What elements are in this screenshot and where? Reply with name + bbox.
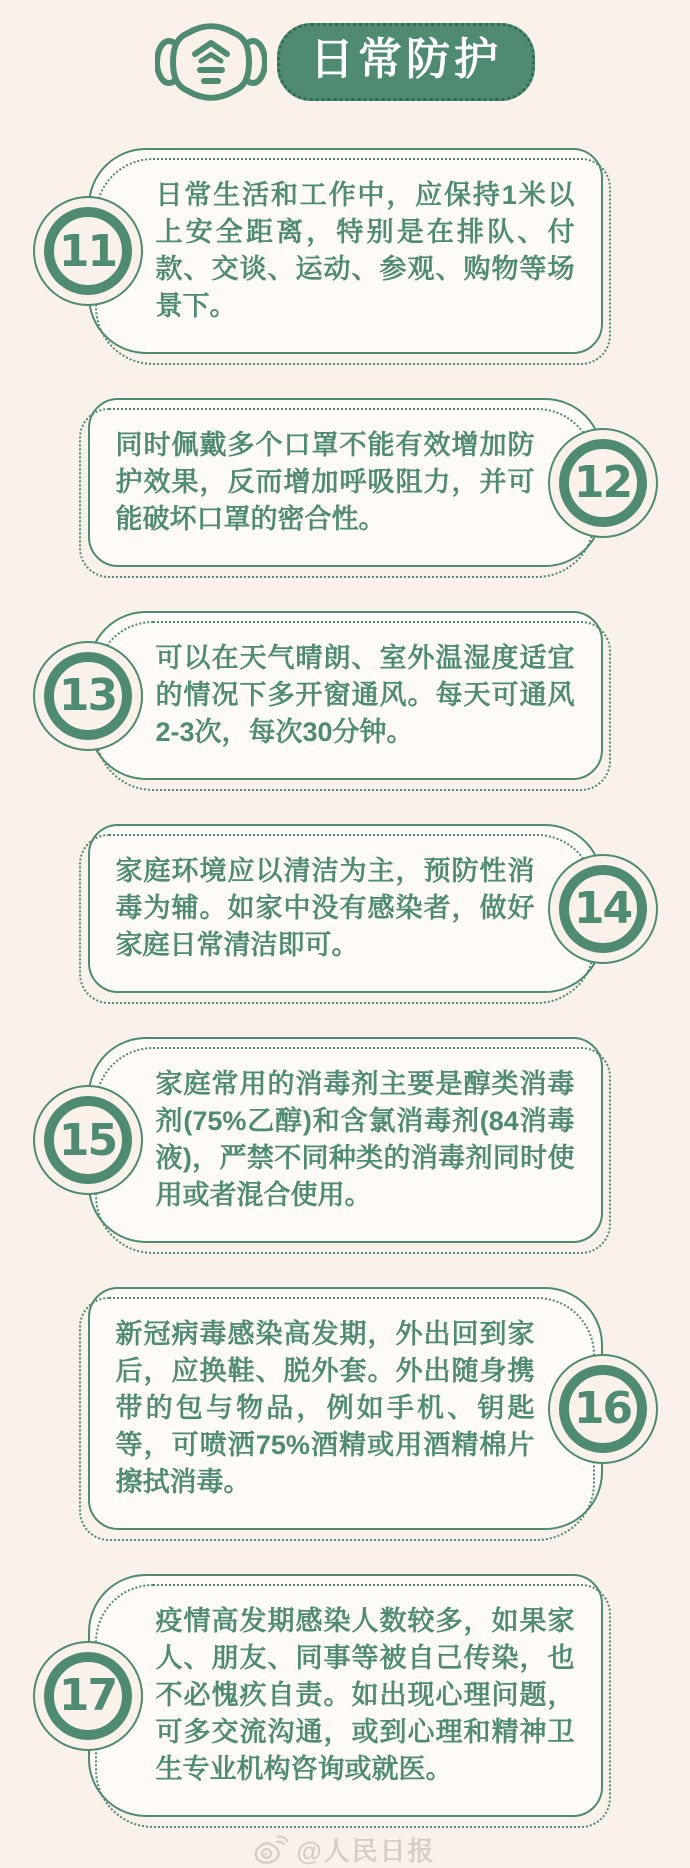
tip-number: 13	[58, 670, 117, 721]
tip-number: 16	[573, 1383, 632, 1434]
tip-number-ring	[44, 1096, 132, 1184]
tip-card	[88, 824, 632, 993]
tip-text: 可以在天气晴朗、室外温湿度适宜的情况下多开窗通风。每天可通风2-3次，每次30分钟。	[155, 643, 575, 747]
tip-text: 新冠病毒感染高发期，外出回到家后，应换鞋、脱外套。外出随身携带的包与物品，例如手机、钥匙等，可喷洒75%酒精或用酒精棉片擦拭消毒。	[115, 1319, 535, 1497]
header	[0, 16, 690, 108]
footer	[0, 1831, 690, 1868]
tip-number-ring	[44, 1652, 132, 1740]
tip-number-badge	[33, 1641, 143, 1751]
tip-card	[58, 148, 603, 354]
tip-text: 家庭环境应以清洁为主，预防性消毒为辅。如家中没有感染者，做好家庭日常清洁即可。	[115, 856, 535, 960]
credit-text: @人民日报	[296, 1836, 436, 1866]
tip-text: 日常生活和工作中，应保持1米以上安全距离，特别是在排队、付款、交谈、运动、参观、购物等场景下。	[155, 180, 575, 321]
page-title: 日常防护	[277, 23, 535, 101]
tip-text: 家庭常用的消毒剂主要是醇类消毒剂(75%乙醇)和含氯消毒剂(84消毒液)，严禁不同种类的消毒剂同时使用或者混合使用。	[155, 1069, 575, 1210]
tip-number-badge	[33, 196, 143, 306]
weibo-icon	[254, 1835, 288, 1865]
tip-card	[58, 1037, 603, 1243]
tip-number: 11	[58, 225, 117, 277]
tip-card	[88, 398, 632, 567]
tip-number-ring	[44, 207, 132, 295]
tip-number-badge	[548, 854, 658, 964]
tip-number-ring	[559, 865, 647, 953]
tip-text: 同时佩戴多个口罩不能有效增加防护效果，反而增加呼吸阻力，并可能破坏口罩的密合性。	[115, 430, 535, 534]
tip-number-ring	[44, 652, 132, 740]
tip-card	[88, 1287, 632, 1530]
tip-text: 疫情高发期感染人数较多，如果家人、朋友、同事等被自己传染，也不必愧疚自责。如出现心理问题，可多交流沟通，或到心理和精神卫生专业机构咨询或就医。	[155, 1606, 575, 1784]
tip-card	[58, 1574, 603, 1817]
tip-number-ring	[559, 1365, 647, 1453]
tip-number-badge	[33, 1085, 143, 1195]
tip-number: 14	[573, 883, 632, 934]
tip-number: 15	[58, 1114, 117, 1166]
tip-number: 17	[58, 1670, 117, 1721]
tip-number-badge	[548, 428, 658, 538]
tip-number-badge	[33, 641, 143, 751]
tip-number-badge	[548, 1354, 658, 1464]
tip-card	[58, 611, 603, 780]
tip-number: 12	[573, 457, 632, 508]
tip-number-ring	[559, 439, 647, 527]
mask-icon	[155, 17, 267, 107]
card-list	[0, 148, 690, 1817]
